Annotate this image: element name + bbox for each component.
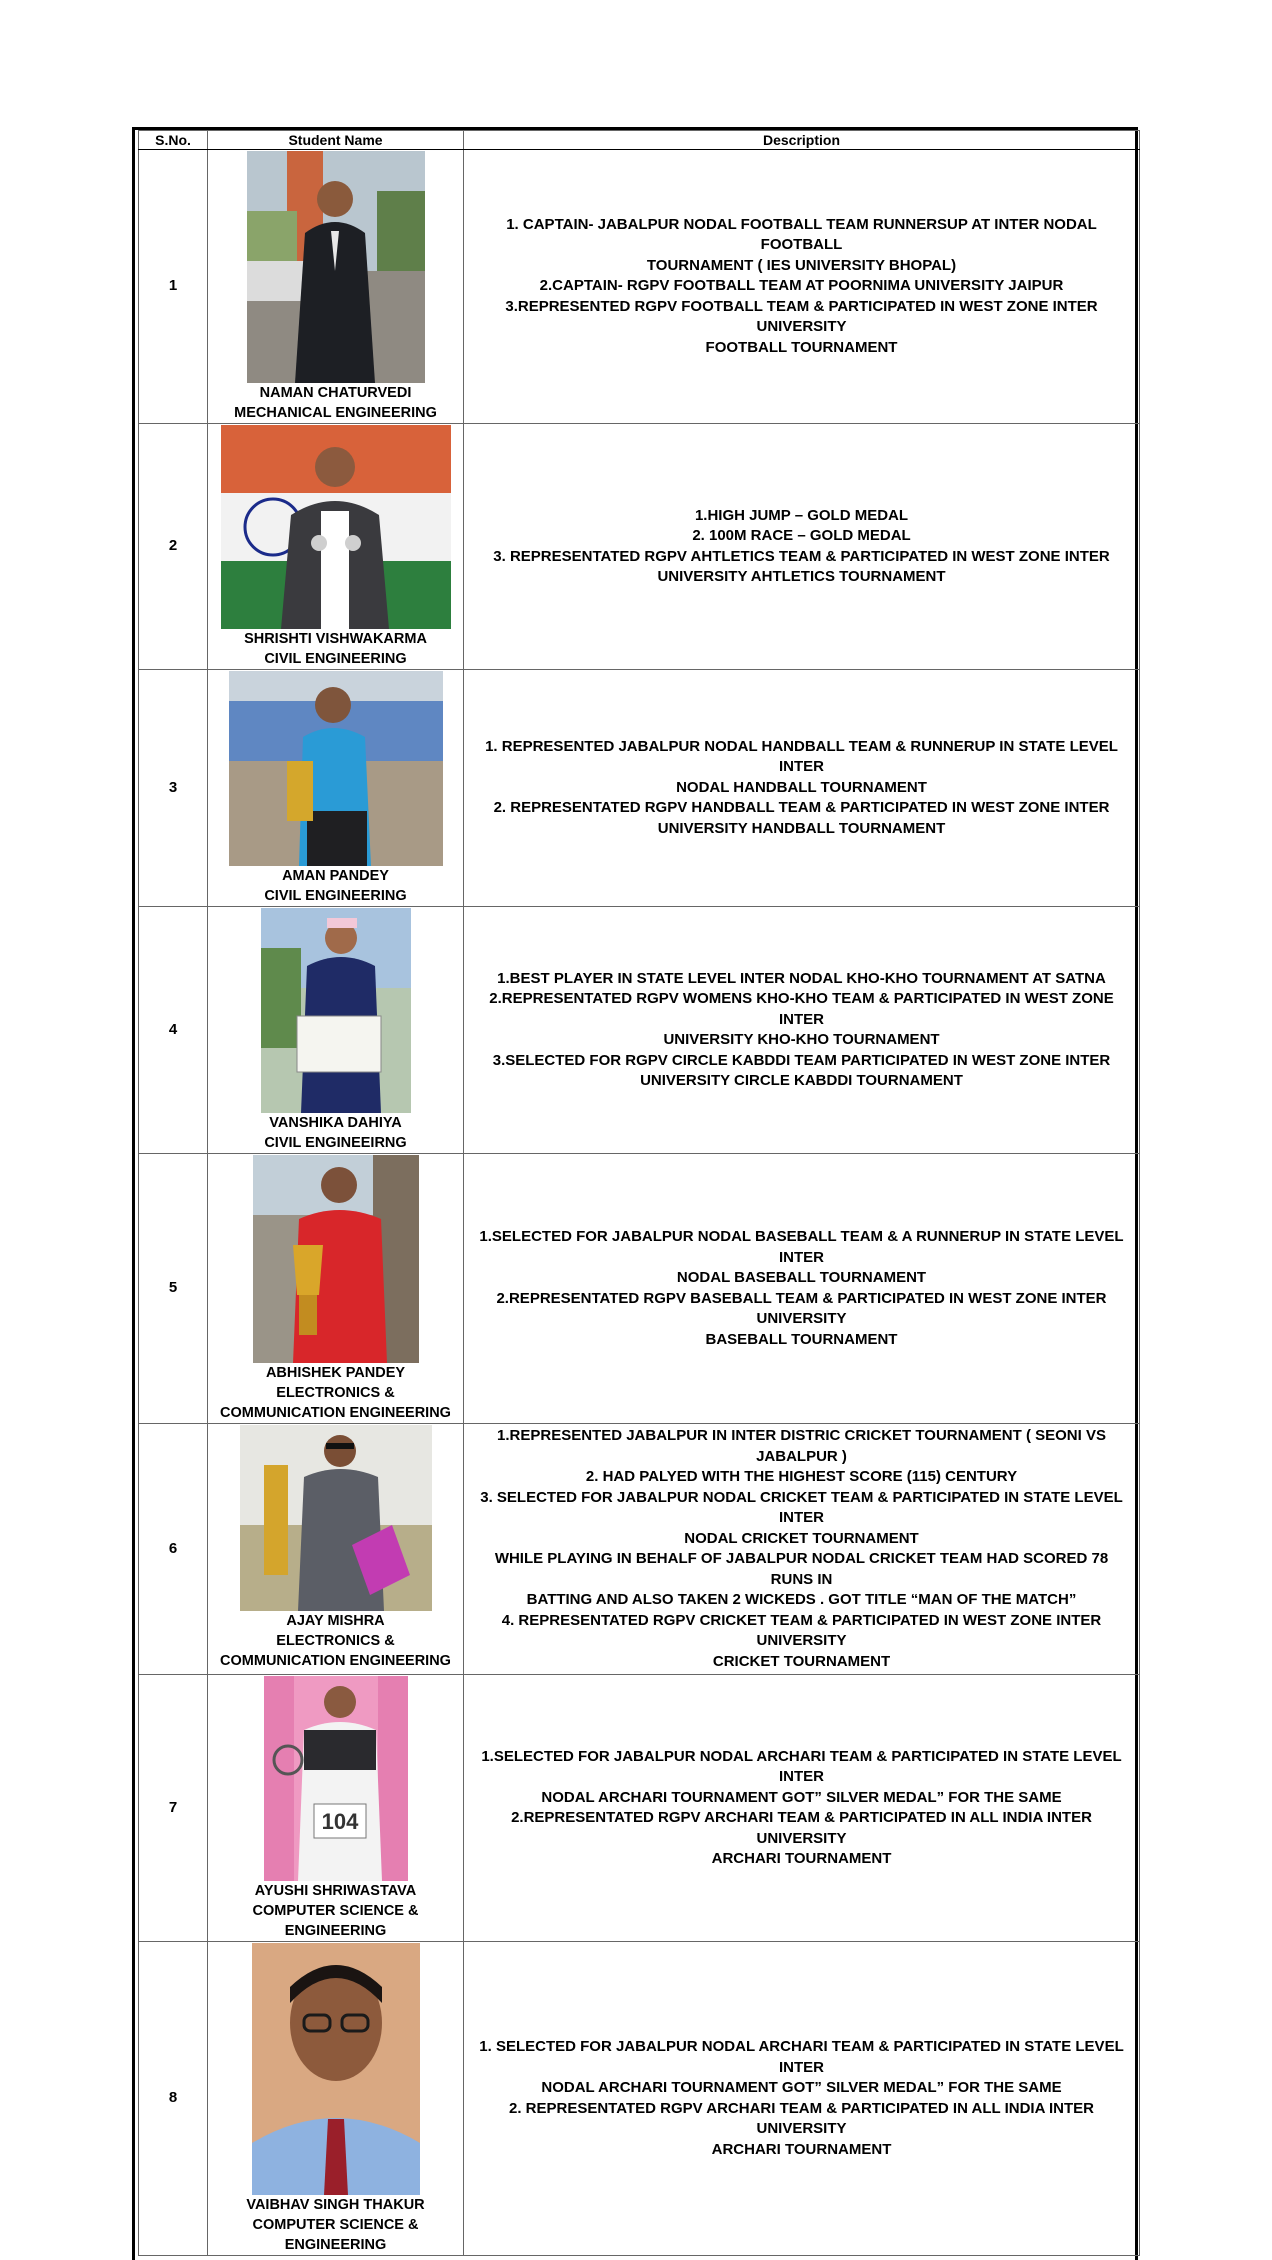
header-student-name: Student Name — [208, 131, 464, 150]
description-line: ARCHARI TOURNAMENT — [711, 2140, 892, 2158]
header-description: Description — [464, 131, 1140, 150]
student-branch: COMPUTER SCIENCE & — [252, 2217, 419, 2233]
description-line: FOOTBALL TOURNAMENT — [705, 338, 898, 356]
description-line: NODAL CRICKET TOURNAMENT — [684, 1529, 919, 1547]
description-line: 3.REPRESENTED RGPV FOOTBALL TEAM & PARTICIPATED IN WEST ZONE INTER UNIVERSITY — [505, 297, 1098, 336]
description-line: BATTING AND ALSO TAKEN 2 WICKEDS . GOT TITLE “MAN OF THE MATCH” — [526, 1591, 1077, 1608]
student-name: VAIBHAV SINGH THAKUR — [246, 2197, 425, 2213]
student-branch: ENGINEERING — [284, 1923, 387, 1939]
student-branch: CIVIL ENGINEEIRNG — [264, 1135, 407, 1151]
students-table — [138, 130, 1140, 2256]
student-photo — [247, 151, 425, 383]
description-line: 1.SELECTED FOR JABALPUR NODAL BASEBALL TEAM & A RUNNERUP IN STATE LEVEL INTER — [479, 1228, 1124, 1266]
description-line: 2. REPRESENTATED RGPV ARCHARI TEAM & PARTICIPATED IN ALL INDIA INTER UNIVERSITY — [508, 2099, 1095, 2137]
sno-cell: 1 — [139, 150, 208, 424]
description-line: WHILE PLAYING IN BEHALF OF JABALPUR NODAL CRICKET TEAM HAD SCORED 78 RUNS IN — [494, 1550, 1109, 1588]
description-line: UNIVERSITY KHO-KHO TOURNAMENT — [663, 1031, 940, 1048]
description-line: 2.REPRESENTATED RGPV BASEBALL TEAM & PARTICIPATED IN WEST ZONE INTER UNIVERSITY — [496, 1289, 1107, 1327]
description-line: TOURNAMENT ( IES UNIVERSITY BHOPAL) — [646, 256, 957, 274]
student-branch: ENGINEERING — [284, 2237, 387, 2253]
description-line: 1. REPRESENTED JABALPUR NODAL HANDBALL TEAM & RUNNERUP IN STATE LEVEL INTER — [485, 737, 1118, 776]
description-line: 1.SELECTED FOR JABALPUR NODAL ARCHARI TEAM & PARTICIPATED IN STATE LEVEL INTER — [481, 1747, 1122, 1785]
student-photo — [221, 425, 451, 629]
student-cell — [208, 907, 464, 1154]
sno-cell: 2 — [139, 424, 208, 670]
description-cell — [464, 670, 1140, 907]
table-row — [139, 907, 1140, 1154]
description-cell — [464, 1675, 1140, 1942]
student-cell — [208, 1424, 464, 1675]
description-cell — [464, 907, 1140, 1154]
description-line: BASEBALL TOURNAMENT — [705, 1330, 898, 1348]
student-cell — [208, 1675, 464, 1942]
student-branch: COMMUNICATION ENGINEERING — [220, 1405, 451, 1421]
table-row — [139, 150, 1140, 424]
student-photo — [240, 1425, 432, 1611]
description-line: NODAL ARCHARI TOURNAMENT GOT” SILVER MEDAL” FOR THE SAME — [541, 2079, 1062, 2096]
description-line: 1. SELECTED FOR JABALPUR NODAL ARCHARI TEAM & PARTICIPATED IN STATE LEVEL INTER — [479, 2038, 1124, 2076]
description-line: 2. 100M RACE – GOLD MEDAL — [692, 527, 911, 544]
description-cell — [464, 1154, 1140, 1424]
student-branch: CIVIL ENGINEERING — [264, 651, 407, 667]
student-branch: ELECTRONICS & — [276, 1633, 395, 1649]
sno-cell: 4 — [139, 907, 208, 1154]
student-cell — [208, 424, 464, 670]
sno-cell: 3 — [139, 670, 208, 907]
description-line: UNIVERSITY AHTLETICS TOURNAMENT — [657, 568, 946, 585]
student-photo — [229, 671, 443, 866]
description-line: 4. REPRESENTATED RGPV CRICKET TEAM & PARTICIPATED IN WEST ZONE INTER UNIVERSITY — [501, 1611, 1102, 1649]
description-line: 1. CAPTAIN- JABALPUR NODAL FOOTBALL TEAM RUNNERSUP AT INTER NODAL FOOTBALL — [506, 215, 1097, 254]
description-line: 1.BEST PLAYER IN STATE LEVEL INTER NODAL KHO-KHO TOURNAMENT AT SATNA — [497, 969, 1106, 987]
description-line: 2. HAD PALYED WITH THE HIGHEST SCORE (115) CENTURY — [585, 1468, 1018, 1485]
description-cell — [464, 424, 1140, 670]
student-photo — [252, 1943, 420, 2195]
header-sno: S.No. — [139, 131, 208, 150]
description-line: 3. REPRESENTATED RGPV AHTLETICS TEAM & PARTICIPATED IN WEST ZONE INTER — [493, 547, 1110, 565]
description-cell — [464, 150, 1140, 424]
table-row — [139, 1154, 1140, 1424]
sno-cell: 6 — [139, 1424, 208, 1675]
student-name: VANSHIKA DAHIYA — [269, 1115, 402, 1131]
sno-cell: 8 — [139, 1942, 208, 2256]
description-line: UNIVERSITY HANDBALL TOURNAMENT — [657, 819, 946, 837]
description-line: NODAL ARCHARI TOURNAMENT GOT” SILVER MEDAL” FOR THE SAME — [541, 1788, 1062, 1806]
sno-cell: 5 — [139, 1154, 208, 1424]
student-name: AYUSHI SHRIWASTAVA — [254, 1883, 417, 1899]
student-name: NAMAN CHATURVEDI — [259, 385, 412, 401]
student-name: ABHISHEK PANDEY — [265, 1365, 406, 1381]
description-line: 1.HIGH JUMP – GOLD MEDAL — [694, 506, 909, 524]
description-line: 2. REPRESENTATED RGPV HANDBALL TEAM & PARTICIPATED IN WEST ZONE INTER — [493, 799, 1110, 817]
description-line: 2.REPRESENTATED RGPV ARCHARI TEAM & PARTICIPATED IN ALL INDIA INTER UNIVERSITY — [511, 1809, 1092, 1847]
student-cell — [208, 150, 464, 424]
description-line: UNIVERSITY CIRCLE KABDDI TOURNAMENT — [640, 1072, 963, 1089]
sno-cell: 7 — [139, 1675, 208, 1942]
student-branch: CIVIL ENGINEERING — [264, 888, 407, 904]
student-name: SHRISHTI VISHWAKARMA — [244, 631, 427, 647]
student-name: AJAY MISHRA — [286, 1613, 385, 1629]
description-line: ARCHARI TOURNAMENT — [711, 1850, 892, 1867]
table-row — [139, 670, 1140, 907]
student-photo — [261, 908, 411, 1113]
student-branch: ELECTRONICS & — [276, 1385, 395, 1401]
student-photo — [253, 1155, 419, 1363]
description-cell — [464, 1424, 1140, 1675]
description-cell — [464, 1942, 1140, 2256]
description-line: NODAL BASEBALL TOURNAMENT — [676, 1269, 927, 1286]
student-branch: MECHANICAL ENGINEERING — [234, 405, 437, 421]
student-name: AMAN PANDEY — [282, 868, 389, 884]
student-cell — [208, 1942, 464, 2256]
description-line: 3. SELECTED FOR JABALPUR NODAL CRICKET TEAM & PARTICIPATED IN STATE LEVEL INTER — [480, 1488, 1123, 1526]
table-row — [139, 1942, 1140, 2256]
student-branch: COMMUNICATION ENGINEERING — [220, 1653, 451, 1669]
student-cell — [208, 670, 464, 907]
student-cell — [208, 1154, 464, 1424]
table-row — [139, 1424, 1140, 1675]
table-row — [139, 1675, 1140, 1942]
description-line: 2.REPRESENTATED RGPV WOMENS KHO-KHO TEAM & PARTICIPATED IN WEST ZONE INTER — [489, 990, 1114, 1028]
table-row — [139, 424, 1140, 670]
description-line: NODAL HANDBALL TOURNAMENT — [676, 778, 927, 796]
student-photo — [264, 1676, 408, 1881]
description-line: CRICKET TOURNAMENT — [712, 1652, 891, 1670]
table-header-row — [139, 131, 1140, 150]
description-line: 1.REPRESENTED JABALPUR IN INTER DISTRIC CRICKET TOURNAMENT ( SEONI VS JABALPUR ) — [497, 1427, 1106, 1465]
bib-number: 104 — [321, 1809, 358, 1834]
description-line: 2.CAPTAIN- RGPV FOOTBALL TEAM AT POORNIMA UNIVERSITY JAIPUR — [539, 277, 1064, 295]
description-line: 3.SELECTED FOR RGPV CIRCLE KABDDI TEAM PARTICIPATED IN WEST ZONE INTER — [492, 1051, 1111, 1069]
student-branch: COMPUTER SCIENCE & — [252, 1903, 419, 1919]
